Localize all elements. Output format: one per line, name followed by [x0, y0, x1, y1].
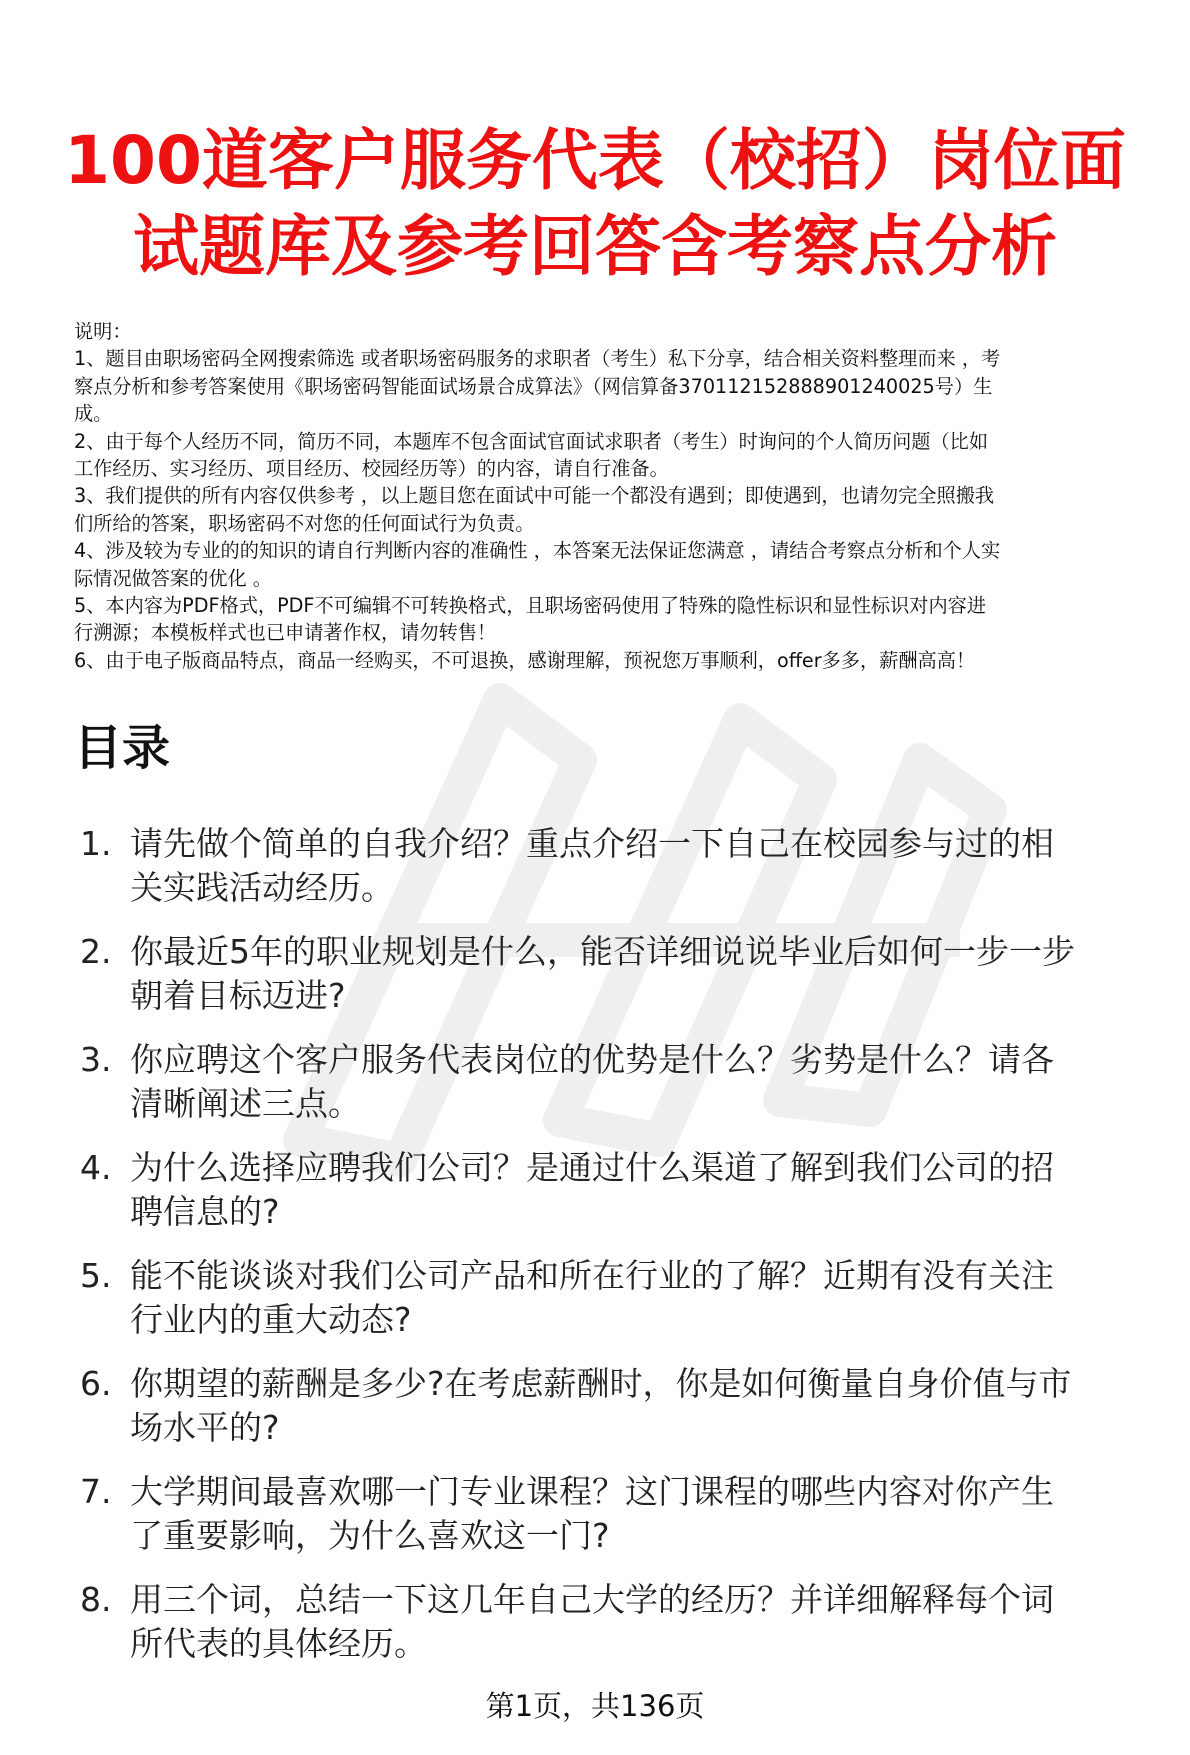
toc-item-text: 行业内的重大动态?	[130, 1300, 412, 1339]
toc-item-text: 所代表的具体经历。	[130, 1624, 427, 1663]
notes-line: 2、由于每个人经历不同，简历不同，本题库不包含面试官面试求职者（考生）时询问的个人简历问题（比如	[74, 429, 989, 453]
toc-item-text: 关实践活动经历。	[130, 868, 394, 907]
notes-line: 工作经历、实习经历、项目经历、校园经历等）的内容，请自行准备。	[74, 457, 669, 481]
notes-heading: 说明：	[74, 320, 132, 343]
toc-item[interactable]	[74, 1362, 1164, 1450]
toc-item-number: 1.	[80, 824, 112, 863]
toc-item-number: 8.	[80, 1580, 112, 1619]
toc-item-text: 朝着目标迈进?	[130, 976, 346, 1015]
document-title	[40, 118, 1150, 290]
toc-item[interactable]	[74, 930, 1164, 1018]
notes-section	[74, 318, 1162, 674]
toc-heading: 目录	[74, 720, 171, 776]
toc-item-text: 聘信息的?	[130, 1192, 280, 1231]
toc-item[interactable]	[74, 822, 1164, 910]
notes-line: 1、题目由职场密码全网搜索筛选 或者职场密码服务的求职者（考生）私下分享，结合相关资料整理而来 ，考	[74, 347, 1001, 371]
notes-line: 行溯源；本模板样式也已申请著作权，请勿转售！	[74, 621, 497, 645]
notes-line: 际情况做答案的优化 。	[74, 566, 272, 590]
toc-item[interactable]	[74, 1470, 1164, 1558]
notes-line: 5、本内容为PDF格式，PDF不可编辑不可转换格式，且职场密码使用了特殊的隐性标识和显性标识对内容进	[74, 594, 987, 618]
toc-item-text: 为什么选择应聘我们公司？是通过什么渠道了解到我们公司的招	[130, 1148, 1054, 1187]
page-number-label: 第1页，共136页	[485, 1689, 705, 1723]
toc-item-number: 4.	[80, 1148, 112, 1187]
toc-item[interactable]	[74, 1578, 1164, 1666]
toc-item-text: 场水平的?	[130, 1408, 280, 1447]
page-footer	[0, 1686, 1190, 1726]
notes-line: 们所给的答案，职场密码不对您的任何面试行为负责。	[74, 511, 535, 535]
toc-item-number: 2.	[80, 932, 112, 971]
toc-item-text: 请先做个简单的自我介绍？重点介绍一下自己在校园参与过的相	[130, 824, 1054, 863]
toc-item-text: 清晰阐述三点。	[130, 1084, 361, 1123]
toc-item-text: 能不能谈谈对我们公司产品和所在行业的了解？近期有没有关注	[130, 1256, 1054, 1295]
toc-item-text: 你期望的薪酬是多少?在考虑薪酬时，你是如何衡量自身价值与市	[130, 1364, 1072, 1403]
toc-item-number: 3.	[80, 1040, 112, 1079]
toc-item-text: 了重要影响，为什么喜欢这一门?	[130, 1516, 610, 1555]
toc-item[interactable]	[74, 1038, 1164, 1126]
toc-item-text: 大学期间最喜欢哪一门专业课程？这门课程的哪些内容对你产生	[130, 1472, 1054, 1511]
toc-item[interactable]	[74, 1146, 1164, 1234]
toc-item-number: 6.	[80, 1364, 112, 1403]
notes-line: 成。	[74, 402, 113, 426]
toc-item-text: 用三个词，总结一下这几年自己大学的经历？并详细解释每个词	[130, 1580, 1054, 1619]
notes-line: 3、我们提供的所有内容仅供参考 ，以上题目您在面试中可能一个都没有遇到；即使遇到，也请勿完全照搬我	[74, 484, 995, 508]
document-title-line-1: 100道客户服务代表（校招）岗位面	[64, 122, 1126, 199]
notes-line: 察点分析和参考答案使用《职场密码智能面试场景合成算法》（网信算备370112152888901240025号）生	[74, 374, 993, 398]
notes-line: 4、涉及较为专业的的知识的请自行判断内容的准确性 ，本答案无法保证您满意 ，请结合考察点分析和个人实	[74, 539, 1001, 563]
toc-item-text: 你最近5年的职业规划是什么，能否详细说说毕业后如何一步一步	[130, 932, 1075, 971]
toc-item[interactable]	[74, 1254, 1164, 1342]
toc-item-number: 5.	[80, 1256, 112, 1295]
notes-line: 6、由于电子版商品特点，商品一经购买，不可退换，感谢理解，预祝您万事顺利，offer多多，薪酬高高！	[74, 648, 976, 672]
toc-list	[74, 822, 1164, 1686]
toc-item-text: 你应聘这个客户服务代表岗位的优势是什么？劣势是什么？请各	[130, 1040, 1054, 1079]
toc-item-number: 7.	[80, 1472, 112, 1511]
document-title-line-2: 试题库及参考回答含考察点分析	[133, 208, 1057, 285]
